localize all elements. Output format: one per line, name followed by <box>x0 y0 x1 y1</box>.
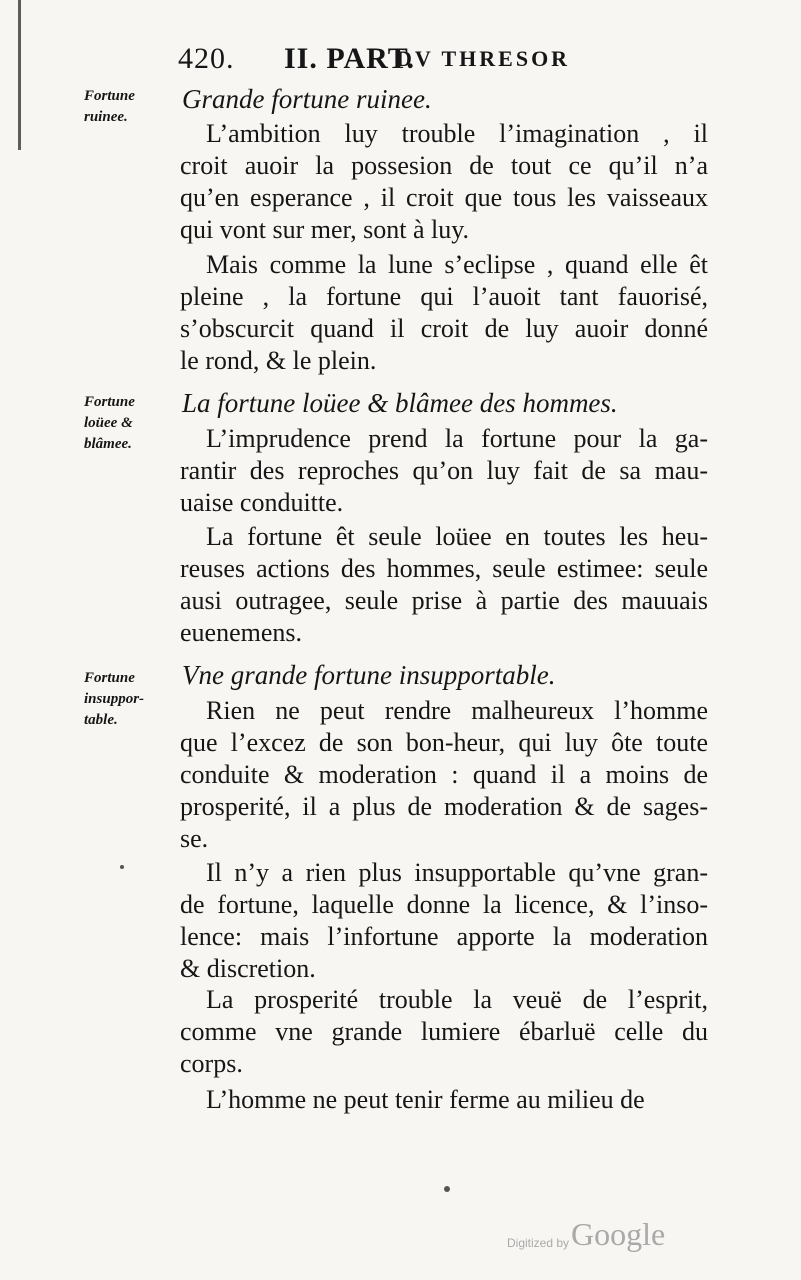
text-line: qui vont sur mer, sont à luy. <box>180 215 470 244</box>
text-line: Il n’y a rien plus insupportable qu’vne gran- <box>206 858 708 887</box>
text-line: que l’excez de son bon-heur, qui luy ôte toute <box>180 728 708 757</box>
text-line: reuses actions des hommes, seule estimee: seule <box>180 554 708 583</box>
text-line: L’ambition luy trouble l’imagination , il <box>206 119 708 148</box>
page-edge-rule <box>18 0 21 150</box>
ink-spot <box>444 1186 450 1192</box>
text-line: de fortune, laquelle donne la licence, & l’inso- <box>180 890 708 919</box>
text-line: croit auoir la possesion de tout ce qu’il n’a <box>180 151 708 180</box>
section-heading: La fortune loüee & blâmee des hommes. <box>182 388 618 418</box>
text-line: & discretion. <box>180 954 316 983</box>
text-line: le rond, & le plein. <box>180 346 377 375</box>
text-line: La fortune êt seule loüee en toutes les heu- <box>206 522 708 551</box>
text-line: euenemens. <box>180 618 303 647</box>
text-line: prosperité, il a plus de moderation & de sages- <box>180 792 708 821</box>
digitization-stamp <box>507 1216 677 1256</box>
running-header <box>172 42 712 82</box>
ink-spot <box>120 865 124 869</box>
text-line: uaise conduitte. <box>180 488 344 517</box>
text-line: La prosperité trouble la veuë de l’esprit, <box>206 985 708 1014</box>
text-line: L’imprudence prend la fortune pour la ga- <box>206 424 708 453</box>
page-number: 420. <box>178 42 235 75</box>
text-line: Rien ne peut rendre malheureux l’homme <box>206 696 708 725</box>
text-line: rantir des reproches qu’on luy fait de sa mau- <box>180 456 708 485</box>
digitized-by-label: Digitized by <box>507 1236 570 1250</box>
text-line: pleine , la fortune qui l’auoit tant fauorisé, <box>180 282 708 311</box>
text-line: ausi outragee, seule prise à partie des mauuais <box>180 586 708 615</box>
text-line: qu’en esperance , il croit que tous les vaisseaux <box>180 183 708 212</box>
text-line: se. <box>180 824 209 853</box>
running-head-title: DV THRESOR <box>396 46 571 71</box>
text-line: s’obscurcit quand il croit de luy auoir donné <box>180 314 708 343</box>
margin-note: Fortune insuppor- table. <box>84 670 145 728</box>
section-heading: Grande fortune ruinee. <box>182 84 432 114</box>
text-line: corps. <box>180 1049 243 1078</box>
text-line: lence: mais l’infortune apporte la moderation <box>180 922 708 951</box>
google-logo-text: Google <box>571 1216 666 1252</box>
margin-note: Fortune ruinee. <box>84 88 135 125</box>
text-line: comme vne grande lumiere ébarluë celle du <box>180 1017 708 1046</box>
margin-note: Fortune loüee & blâmee. <box>84 394 135 452</box>
text-line: Mais comme la lune s’eclipse , quand elle êt <box>206 250 708 279</box>
running-head-part: II. PART. <box>284 42 416 75</box>
text-line: conduite & moderation : quand il a moins de <box>180 760 708 789</box>
section-heading: Vne grande fortune insupportable. <box>182 660 556 690</box>
text-line: L’homme ne peut tenir ferme au milieu de <box>206 1085 645 1114</box>
